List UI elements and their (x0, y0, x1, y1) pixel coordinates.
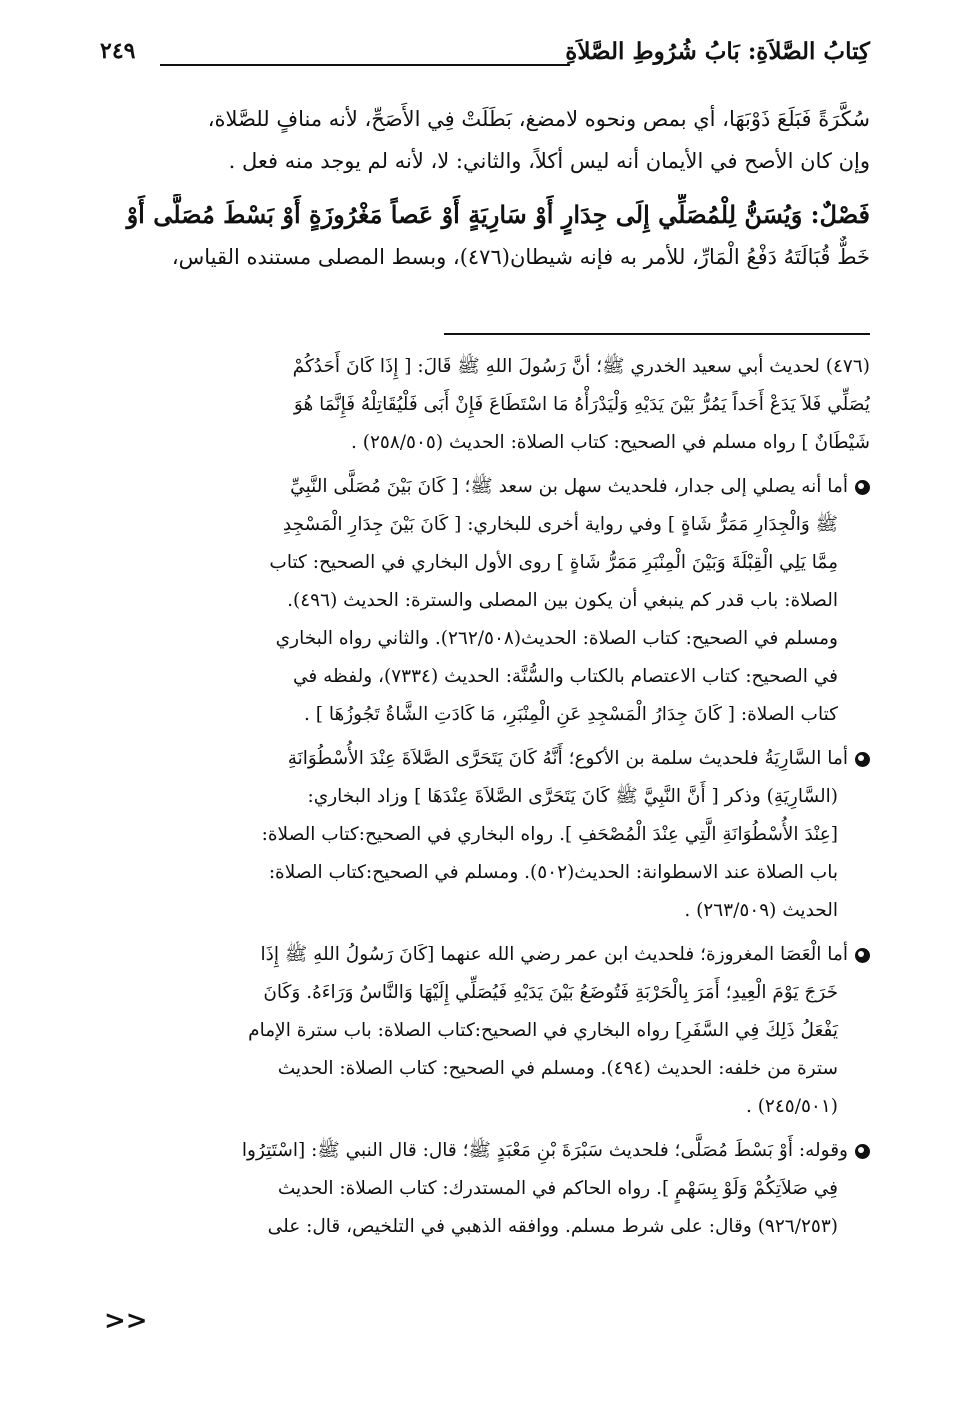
main-text (100, 98, 870, 278)
page-number: ٢٤٩ (100, 38, 136, 64)
page-header (100, 38, 870, 78)
running-title: كِتابُ الصَّلاَةِ: بَابُ شُرُوطِ الصَّلاَةِ (565, 38, 870, 65)
footnote-line (100, 468, 870, 506)
main-line-1: سُكَّرَةً فَبَلَعَ ذَوْبَهَا، أي بمص ونحوه لامضغ، بَطَلَتْ فِي الأَصَحِّ، لأنه منافٍ للصَّلاة، (207, 107, 870, 131)
footnote-paragraph-pillar (100, 740, 870, 930)
header-rule (160, 64, 570, 66)
footnote-paragraph-mat (100, 1132, 870, 1246)
bullet-icon (855, 480, 870, 495)
footnote-line-text: أما السَّارِيَةُ فلحديث سلمة بن الأكوع؛ أَنَّهُ كَانَ يَتَحَرَّى الصَّلاَةَ عِنْدَ الأُسْطُوَانَةِ (287, 748, 848, 769)
footnote-line: [عِنْدَ الأُسْطُوَانَةِ الَّتِي عِنْدَ الْمُصْحَفِ ]. رواه البخاري في الصحيح:كتاب الصلاة: (261, 824, 838, 845)
bullet-icon (855, 752, 870, 767)
footnote-line: (٢٤٥/٥٠١) . (745, 1096, 838, 1117)
footnote-line-text: وقوله: أَوْ بَسْطَ مُصَلَّى؛ فلحديث سَبْرَةَ بْنِ مَعْبَدٍ ﷺ؛ قال: قال النبي ﷺ: [اسْتَتِرُوا (241, 1140, 848, 1161)
footnote-line: (السَّارِيَةِ) وذكر [ أَنَّ النَّبِيَّ ﷺ كَانَ يَتَحَرَّى الصَّلاَةَ عِنْدَهَا ] وزاد البخاري: (307, 786, 838, 807)
footnote-line: مِمَّا يَلِي الْقِبْلَةَ وَبَيْنَ الْمِنْبَرِ مَمَرُّ شَاةٍ ] روى الأول البخاري في الصحيح: كتاب (269, 552, 838, 573)
footnote-line-text: أما الْعَصَا المغروزة؛ فلحديث ابن عمر رضي الله عنهما [كَانَ رَسُولُ اللهِ ﷺ إِذَا (260, 944, 848, 965)
footnotes (100, 348, 870, 1252)
footnote-paragraph-wall (100, 468, 870, 734)
footnote-line: ﷺ وَالْجِدَارِ مَمَرُّ شَاةٍ ] وفي رواية أخرى للبخاري: [ كَانَ بَيْنَ جِدَارِ الْمَسْجِدِ (282, 514, 838, 535)
footnote-line: يَفْعَلُ ذَلِكَ فِي السَّفَرِ] رواه البخاري في الصحيح:كتاب الصلاة: باب سترة الإمام (248, 1020, 838, 1041)
footnote-line: كتاب الصلاة: [ كَانَ جِدَارُ الْمَسْجِدِ عَنِ الْمِنْبَرِ، مَا كَادَتِ الشَّاةُ تَجُوزُهَا ] . (303, 704, 838, 725)
footnote-line: في الصحيح: كتاب الاعتصام بالكتاب والسُّنَّة: الحديث (٧٣٣٤)، ولفظه في (292, 666, 838, 687)
footnote-line-text: أما أنه يصلي إلى جدار، فلحديث سهل بن سعد ﷺ؛ [ كَانَ بَيْنَ مُصَلَّى النَّبِيِّ (290, 476, 848, 497)
bullet-icon (855, 1144, 870, 1159)
footnote-line: باب الصلاة عند الاسطوانة: الحديث(٥٠٢). ومسلم في الصحيح:كتاب الصلاة: (268, 862, 838, 883)
footnote-line: ومسلم في الصحيح: كتاب الصلاة: الحديث(٢٦٢/٥٠٨). والثاني رواه البخاري (275, 628, 838, 649)
main-line-4: خَطٌّ قُبَالَتَهُ دَفْعُ الْمَارِّ، للأمر به فإنه شيطان(٤٧٦)، وبسط المصلى مستنده القياس، (171, 245, 870, 269)
footnote-line: سترة من خلفه: الحديث (٤٩٤). ومسلم في الصحيح: كتاب الصلاة: الحديث (277, 1058, 838, 1079)
footnote-line (100, 740, 870, 778)
footnote-line (100, 348, 870, 386)
footnote-line (100, 936, 870, 974)
footnote-476 (100, 348, 870, 462)
footnote-line: الحديث (٢٦٣/٥٠٩) . (684, 900, 838, 921)
main-line-2: وإن كان الأصح في الأيمان أنه ليس أكلاً، والثاني: لا، لأنه لم يوجد منه فعل . (228, 149, 870, 173)
footnote-separator (444, 333, 870, 335)
continue-mark: >> (104, 1306, 148, 1336)
footnote-paragraph-staff (100, 936, 870, 1126)
footnote-line: الصلاة: باب قدر كم ينبغي أن يكون بين المصلى والسترة: الحديث (٤٩٦). (287, 590, 838, 611)
footnote-line: يُصَلِّي فَلاَ يَدَعْ أَحَداً يَمُرُّ بَيْنَ يَدَيْهِ وَلْيَدْرَأْهُ مَا اسْتَطَاعَ فَإِنْ أَبَى فَلْيُقَاتِلْهُ فَإِنَّمَا هُوَ (293, 394, 870, 415)
footnote-line: خَرَجَ يَوْمَ الْعِيدِ؛ أَمَرَ بِالْحَرْبَةِ فَتُوضَعُ بَيْنَ يَدَيْهِ فَيُصَلِّي إِلَيْهَا وَالنَّاسُ وَرَاءَهُ. وَكَانَ (263, 982, 838, 1003)
footnote-line: فِي صَلاَتِكُمْ وَلَوْ بِسَهْمٍ ]. رواه الحاكم في المستدرك: كتاب الصلاة: الحديث (277, 1178, 838, 1199)
section-heading-line: فَصْلٌ: وَيُسَنُّ لِلْمُصَلِّي إِلَى جِدَارٍ أَوْ سَارِيَةٍ أَوْ عَصاً مَغْرُوزَةٍ أَوْ بَسْطَ مُصَلَّى أَوْ (126, 200, 870, 229)
footnote-line: (٩٢٦/٢٥٣) وقال: على شرط مسلم. ووافقه الذهبي في التلخيص، قال: على (267, 1216, 838, 1237)
bullet-icon (855, 948, 870, 963)
footnote-line: شَيْطَانٌ ] رواه مسلم في الصحيح: كتاب الصلاة: الحديث (٢٥٨/٥٠٥) . (351, 432, 870, 453)
footnote-line-text: (٤٧٦) لحديث أبي سعيد الخدري ﷺ؛ أنَّ رَسُولَ اللهِ ﷺ قَالَ: [ إِذَا كَانَ أَحَدُكُمْ (292, 356, 870, 377)
footnote-line (100, 1132, 870, 1170)
